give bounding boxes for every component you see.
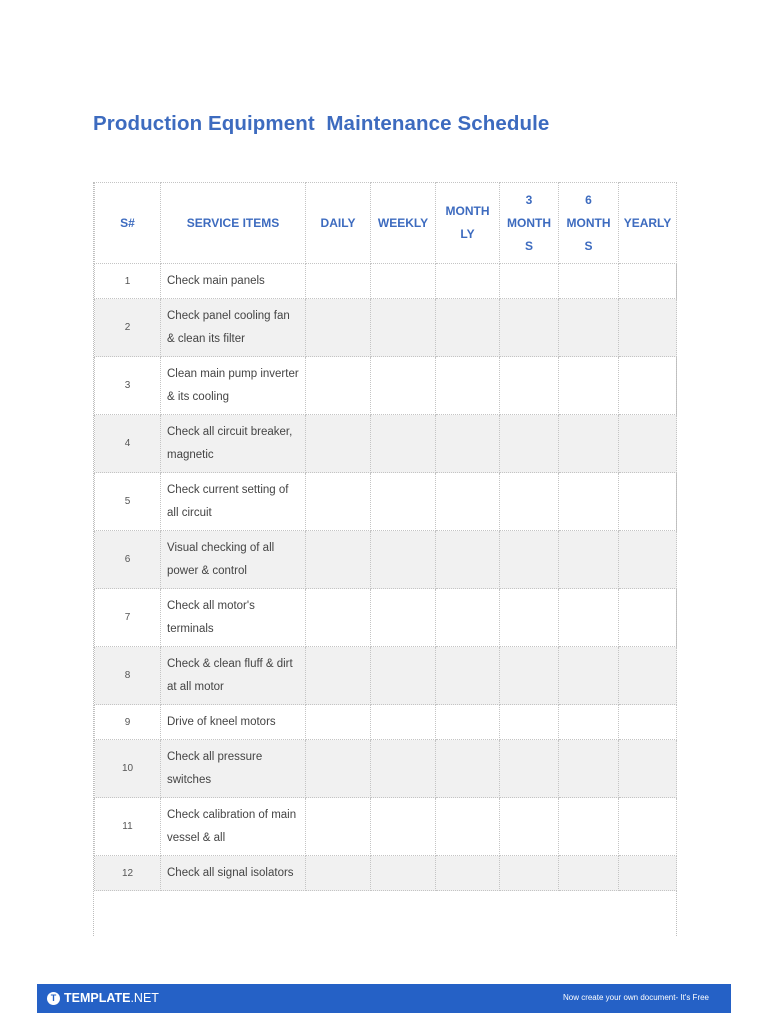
row-number: 6 (95, 531, 161, 589)
6-months-cell[interactable] (559, 856, 619, 891)
template-logo-icon: T (47, 992, 60, 1005)
weekly-cell[interactable] (371, 798, 436, 856)
weekly-cell[interactable] (371, 299, 436, 357)
6-months-cell[interactable] (559, 589, 619, 647)
weekly-cell[interactable] (371, 647, 436, 705)
6-months-cell[interactable] (559, 264, 619, 299)
table-row (95, 357, 677, 415)
table-row (95, 299, 677, 357)
yearly-cell[interactable] (619, 798, 677, 856)
monthly-cell[interactable] (436, 798, 500, 856)
3-months-cell[interactable] (500, 473, 559, 531)
yearly-cell[interactable] (619, 264, 677, 299)
yearly-cell[interactable] (619, 299, 677, 357)
monthly-cell[interactable] (436, 647, 500, 705)
table-row (95, 647, 677, 705)
row-number: 5 (95, 473, 161, 531)
service-item: Visual checking of all power & control (161, 531, 306, 589)
document-title: Production Equipment Maintenance Schedule (93, 112, 550, 135)
6-months-cell[interactable] (559, 473, 619, 531)
daily-cell[interactable] (306, 856, 371, 891)
monthly-cell[interactable] (436, 415, 500, 473)
6-months-cell[interactable] (559, 531, 619, 589)
row-number: 1 (95, 264, 161, 299)
table-row (95, 415, 677, 473)
weekly-cell[interactable] (371, 473, 436, 531)
yearly-cell[interactable] (619, 473, 677, 531)
service-item: Drive of kneel motors (161, 705, 306, 740)
monthly-cell[interactable] (436, 856, 500, 891)
3-months-cell[interactable] (500, 264, 559, 299)
6-months-cell[interactable] (559, 415, 619, 473)
monthly-cell[interactable] (436, 299, 500, 357)
3-months-cell[interactable] (500, 856, 559, 891)
3-months-cell[interactable] (500, 647, 559, 705)
monthly-cell[interactable] (436, 589, 500, 647)
yearly-cell[interactable] (619, 647, 677, 705)
table-row (95, 798, 677, 856)
logo-text-suffix: .NET (130, 991, 159, 1005)
service-item: Check current setting of all circuit (161, 473, 306, 531)
table-row (95, 473, 677, 531)
header-serial-number: S# (95, 183, 161, 264)
weekly-cell[interactable] (371, 589, 436, 647)
monthly-cell[interactable] (436, 740, 500, 798)
service-item: Check main panels (161, 264, 306, 299)
monthly-cell[interactable] (436, 357, 500, 415)
3-months-cell[interactable] (500, 798, 559, 856)
service-item: Check all circuit breaker, magnetic (161, 415, 306, 473)
6-months-cell[interactable] (559, 647, 619, 705)
daily-cell[interactable] (306, 798, 371, 856)
header-service-items: SERVICE ITEMS (161, 183, 306, 264)
daily-cell[interactable] (306, 357, 371, 415)
table-header-row (95, 183, 677, 264)
daily-cell[interactable] (306, 415, 371, 473)
header-monthly: MONTH LY (436, 183, 500, 264)
table-row (95, 856, 677, 891)
logo-text-bold: TEMPLATE (64, 991, 131, 1005)
3-months-cell[interactable] (500, 299, 559, 357)
table-row (95, 264, 677, 299)
row-number: 4 (95, 415, 161, 473)
3-months-cell[interactable] (500, 531, 559, 589)
table-row (95, 589, 677, 647)
schedule-table-container (93, 182, 677, 936)
monthly-cell[interactable] (436, 264, 500, 299)
3-months-cell[interactable] (500, 705, 559, 740)
service-item: Check panel cooling fan & clean its filter (161, 299, 306, 357)
yearly-cell[interactable] (619, 740, 677, 798)
3-months-cell[interactable] (500, 357, 559, 415)
monthly-cell[interactable] (436, 531, 500, 589)
service-item: Check & clean fluff & dirt at all motor (161, 647, 306, 705)
weekly-cell[interactable] (371, 357, 436, 415)
weekly-cell[interactable] (371, 415, 436, 473)
header-daily: DAILY (306, 183, 371, 264)
row-number: 8 (95, 647, 161, 705)
3-months-cell[interactable] (500, 740, 559, 798)
header-6-months: 6 MONTH S (559, 183, 619, 264)
footer-banner (37, 984, 731, 1013)
header-3-months: 3 MONTH S (500, 183, 559, 264)
row-number: 9 (95, 705, 161, 740)
maintenance-schedule-table (94, 182, 677, 891)
daily-cell[interactable] (306, 473, 371, 531)
daily-cell[interactable] (306, 740, 371, 798)
row-number: 10 (95, 740, 161, 798)
yearly-cell[interactable] (619, 357, 677, 415)
weekly-cell[interactable] (371, 740, 436, 798)
table-row (95, 740, 677, 798)
daily-cell[interactable] (306, 299, 371, 357)
footer-tagline[interactable]: Now create your own document- It's Free (562, 993, 709, 1002)
monthly-cell[interactable] (436, 473, 500, 531)
6-months-cell[interactable] (559, 798, 619, 856)
daily-cell[interactable] (306, 647, 371, 705)
weekly-cell[interactable] (371, 856, 436, 891)
daily-cell[interactable] (306, 531, 371, 589)
service-item: Clean main pump inverter & its cooling (161, 357, 306, 415)
template-net-logo[interactable] (47, 991, 159, 1005)
6-months-cell[interactable] (559, 357, 619, 415)
yearly-cell[interactable] (619, 415, 677, 473)
yearly-cell[interactable] (619, 856, 677, 891)
service-item: Check all motor's terminals (161, 589, 306, 647)
weekly-cell[interactable] (371, 705, 436, 740)
3-months-cell[interactable] (500, 589, 559, 647)
table-row (95, 705, 677, 740)
yearly-cell[interactable] (619, 531, 677, 589)
3-months-cell[interactable] (500, 415, 559, 473)
row-number: 3 (95, 357, 161, 415)
table-row (95, 531, 677, 589)
weekly-cell[interactable] (371, 264, 436, 299)
row-number: 11 (95, 798, 161, 856)
6-months-cell[interactable] (559, 705, 619, 740)
yearly-cell[interactable] (619, 705, 677, 740)
daily-cell[interactable] (306, 705, 371, 740)
service-item: Check all pressure switches (161, 740, 306, 798)
service-item: Check all signal isolators (161, 856, 306, 891)
daily-cell[interactable] (306, 589, 371, 647)
row-number: 2 (95, 299, 161, 357)
service-item: Check calibration of main vessel & all (161, 798, 306, 856)
weekly-cell[interactable] (371, 531, 436, 589)
yearly-cell[interactable] (619, 589, 677, 647)
row-number: 7 (95, 589, 161, 647)
daily-cell[interactable] (306, 264, 371, 299)
monthly-cell[interactable] (436, 705, 500, 740)
6-months-cell[interactable] (559, 299, 619, 357)
header-yearly: YEARLY (619, 183, 677, 264)
6-months-cell[interactable] (559, 740, 619, 798)
row-number: 12 (95, 856, 161, 891)
header-weekly: WEEKLY (371, 183, 436, 264)
